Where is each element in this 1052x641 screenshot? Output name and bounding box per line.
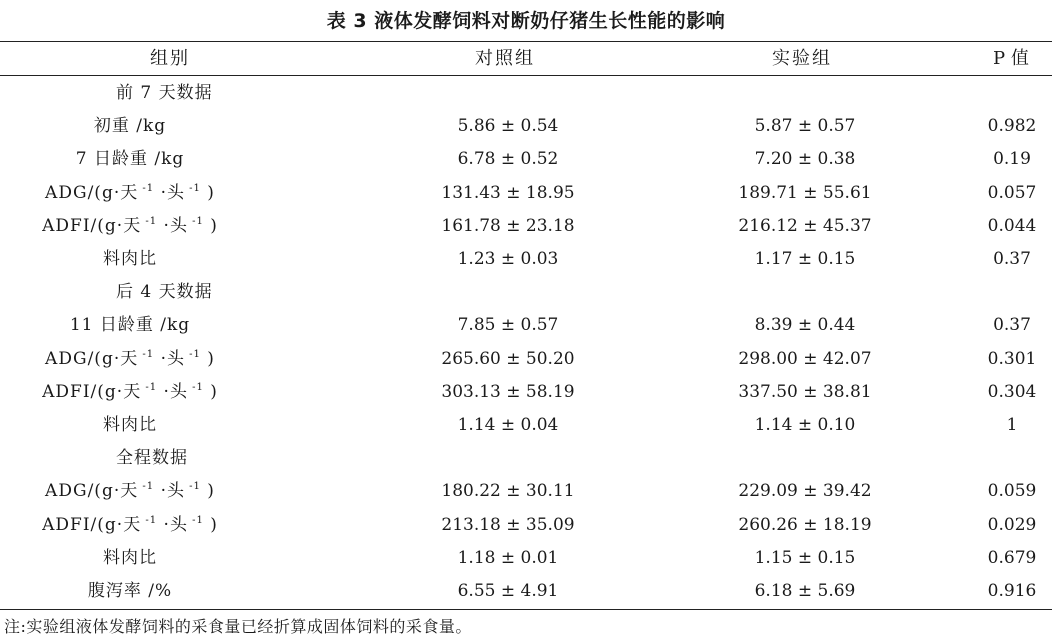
section-label: 前 7 天数据 [116,83,213,103]
section-label: 后 4 天数据 [116,282,213,303]
control-value: 180.22 ± 30.11 [441,481,575,502]
p-value: 0.37 [993,315,1031,336]
experiment-value: 6.18 ± 5.69 [754,581,856,601]
table-row [0,475,1052,508]
experiment-value: 7.20 ± 0.38 [754,149,856,170]
p-value: 1 [1006,415,1018,435]
unit-superscript: -1 [138,182,155,194]
top-rule [0,41,1052,42]
table-row [0,343,1052,376]
p-value: 0.059 [987,481,1037,502]
row-label: 料肉比 [103,547,157,568]
experiment-value: 189.71 ± 55.61 [738,182,872,203]
section-label: 全程数据 [116,448,188,469]
p-value: 0.304 [987,381,1037,402]
section-row [0,276,1052,309]
unit-superscript: -1 [187,381,204,393]
control-value: 161.78 ± 23.18 [441,215,575,236]
row-label: ADFI/(g·天 $^{-1}$ ·头 $^{-1}$ ) [42,381,218,402]
row-label: 料肉比 [103,415,157,435]
section-row [0,77,1052,110]
unit-superscript: -1 [184,348,201,360]
bottom-rule [0,609,1052,610]
experiment-value: 216.12 ± 45.37 [738,215,872,236]
header-group: 组别 [150,48,190,69]
unit-superscript: -1 [141,514,158,526]
row-label: 7 日龄重 /kg [75,149,185,170]
experiment-value: 1.14 ± 0.10 [754,415,856,435]
experiment-value: 5.87 ± 0.57 [754,116,856,137]
experiment-value: 1.15 ± 0.15 [754,547,856,568]
p-value: 0.301 [987,348,1037,369]
experiment-value: 229.09 ± 39.42 [738,481,872,502]
table-row [0,575,1052,608]
unit-superscript: -1 [187,215,204,227]
table-row [0,110,1052,143]
p-value: 0.029 [987,514,1037,535]
unit-superscript: -1 [138,348,155,360]
row-label: 料肉比 [103,249,157,269]
control-value: 303.13 ± 58.19 [441,381,575,402]
row-label: 11 日龄重 /kg [69,315,191,336]
control-value: 1.14 ± 0.04 [457,415,559,435]
unit-superscript: -1 [184,481,201,493]
p-value: 0.044 [987,215,1037,236]
row-label: 初重 /kg [93,116,167,137]
p-value: 0.057 [987,182,1037,203]
row-label: ADG/(g·天 $^{-1}$ ·头 $^{-1}$ ) [45,348,215,369]
table-row [0,143,1052,176]
experiment-value: 8.39 ± 0.44 [754,315,856,336]
row-label: ADFI/(g·天 $^{-1}$ ·头 $^{-1}$ ) [42,514,218,535]
p-value: 0.37 [993,249,1031,269]
table-row [0,177,1052,210]
section-row [0,442,1052,475]
table-title: 表 3 液体发酵饲料对断奶仔猪生长性能的影响 [326,10,726,32]
p-value: 0.916 [987,581,1037,601]
table-row [0,376,1052,409]
experiment-value: 1.17 ± 0.15 [754,249,856,269]
table-row [0,542,1052,575]
p-value: 0.19 [993,149,1031,170]
unit-superscript: -1 [141,381,158,393]
table-row [0,210,1052,243]
control-value: 6.78 ± 0.52 [457,149,559,170]
unit-superscript: -1 [138,481,155,493]
table-row [0,243,1052,276]
row-label: 腹泻率 /% [87,581,173,601]
experiment-value: 260.26 ± 18.19 [738,514,872,535]
unit-superscript: -1 [187,514,204,526]
p-value: 0.679 [987,547,1037,568]
row-label: ADFI/(g·天 $^{-1}$ ·头 $^{-1}$ ) [42,215,218,236]
header-rule [0,75,1052,76]
control-value: 1.18 ± 0.01 [457,547,559,568]
control-value: 265.60 ± 50.20 [441,348,575,369]
header-experiment: 实验组 [772,48,832,69]
unit-superscript: -1 [141,215,158,227]
unit-superscript: -1 [184,182,201,194]
row-label: ADG/(g·天 $^{-1}$ ·头 $^{-1}$ ) [45,481,215,502]
table-note: 注:实验组液体发酵饲料的采食量已经折算成固体饲料的采食量。 [4,617,472,636]
control-value: 131.43 ± 18.95 [441,182,575,203]
experiment-value: 298.00 ± 42.07 [738,348,872,369]
control-value: 1.23 ± 0.03 [457,249,559,269]
experiment-value: 337.50 ± 38.81 [738,381,872,402]
table-row [0,509,1052,542]
control-value: 6.55 ± 4.91 [457,581,559,601]
table-row [0,409,1052,442]
control-value: 5.86 ± 0.54 [457,116,559,137]
p-value: 0.982 [987,116,1037,137]
header-control: 对照组 [475,48,535,69]
table-row [0,309,1052,342]
control-value: 7.85 ± 0.57 [457,315,559,336]
control-value: 213.18 ± 35.09 [441,514,575,535]
row-label: ADG/(g·天 $^{-1}$ ·头 $^{-1}$ ) [45,182,215,203]
header-p-value: P 值 [993,48,1029,69]
